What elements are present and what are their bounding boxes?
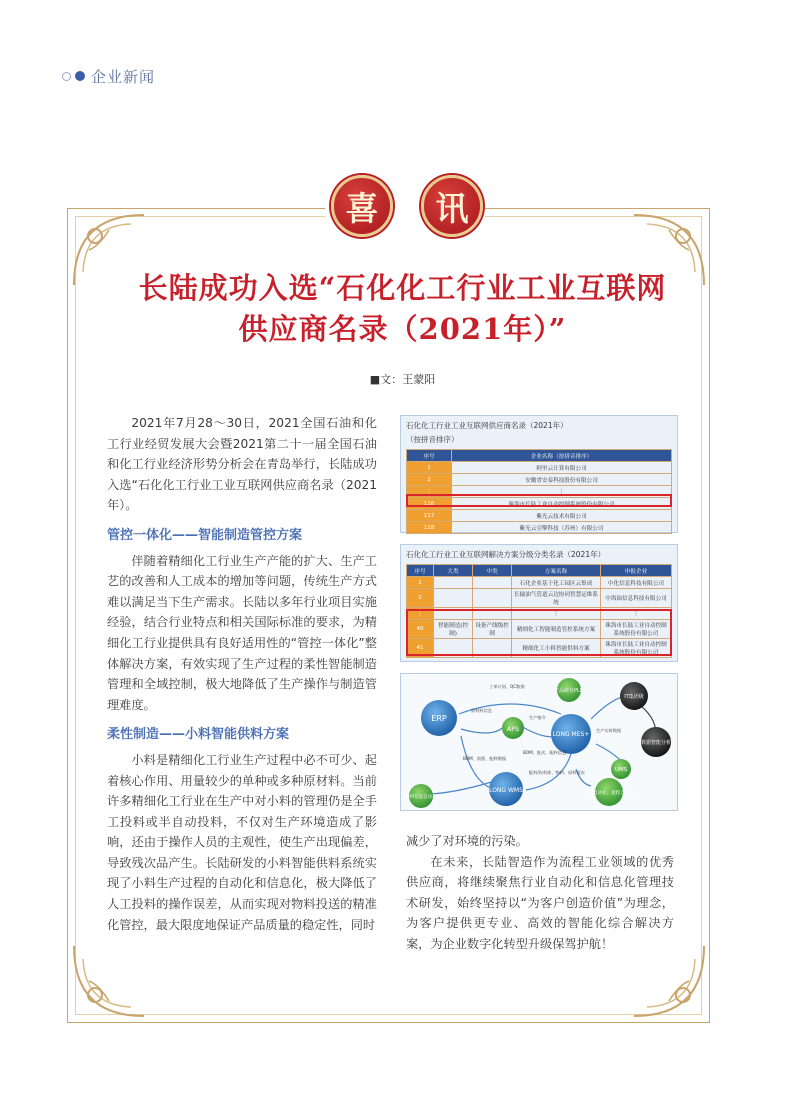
supplier-table <box>406 449 672 534</box>
table-cell: 阿里云计算有限公司 <box>452 462 672 474</box>
table-cell: 1 <box>407 577 434 589</box>
left-column <box>107 413 377 935</box>
table-row <box>407 589 672 608</box>
article-title-line1: 长陆成功入选“石化化工行业工业互联网 <box>138 271 667 305</box>
table-cell: 中化信息科技有限公司 <box>601 577 672 589</box>
solution-list-image <box>400 544 678 662</box>
wms-label: LONG WMS <box>489 787 523 794</box>
material-label: 物料信息自动化 <box>405 795 437 800</box>
table-cell: 精细化工智能制造管控系统方案 <box>512 620 601 639</box>
table-cell: 珠海市长陆工业自动控制系统股份有限公司 <box>452 498 672 510</box>
flow-label: 生产实时数据 <box>596 728 622 733</box>
table-cell <box>473 577 512 589</box>
group-label: IT集团级 <box>624 694 644 700</box>
highlight-box <box>406 494 672 507</box>
table-title: 石化化工行业工业互联网供应商名录（2021年） <box>406 421 568 430</box>
seal-char-1: 喜 <box>331 175 393 237</box>
table-cell: 长输油气管道云边协同智慧运维系统 <box>512 589 601 608</box>
paragraph: 伴随着精细化工行业生产产能的扩大、生产工艺的改善和人工成本的增加等问题，传统生产方式难以满足当下生产需求。长陆以多年行业项目实施经验，结合行业特点和相关国际标准的要求，为精细化工行业提供具有良好适用性的“管控一体化”整体解决方案，有效实现了生产过程的柔性智能制造管理和全域控制，极大地降低了生产操作与制造管理难度。 <box>107 553 377 712</box>
table-cell: 40 <box>407 620 434 639</box>
supplier-list-image <box>400 415 678 533</box>
erp-label: ERP <box>431 714 447 723</box>
seal-char-2: 讯 <box>421 175 483 237</box>
table-cell: ⋮ <box>601 608 672 620</box>
table-cell: 117 <box>407 510 452 522</box>
table-cell: 智能制造(控制) <box>434 620 473 639</box>
table-header: 申报企业 <box>601 565 672 577</box>
table-row <box>407 474 672 486</box>
flow-label: BOM、批次、配料信息 <box>523 750 567 755</box>
table-header: 序号 <box>407 450 452 462</box>
highlight-box <box>406 609 672 656</box>
byline: ■文：王蒙阳 <box>369 373 436 386</box>
system-diagram <box>401 674 677 810</box>
section-heading: 柔性制造——小料智能供料方案 <box>107 727 290 743</box>
section-label: 企业新闻 <box>91 67 156 86</box>
paragraph: 减少了对环境的污染。 <box>406 834 528 848</box>
dot-icon <box>75 71 85 81</box>
table-cell: 珠海市长陆工业自动控制系统股份有限公司 <box>601 639 672 658</box>
table-cell: ⋮ <box>407 608 434 620</box>
table-cell: 2 <box>407 474 452 486</box>
table-cell: 1 <box>407 462 452 474</box>
table-header: 序号 <box>407 565 434 577</box>
table-cell: 2 <box>407 589 434 608</box>
paragraph: 小料是精细化工行业生产过程中必不可少、起着核心作用、用量较少的单种或多种原材料。当前许多精细化工行业在生产中对小料的管理仍是全手工投料或半自动投料，不仅对生产环境造成了影响，还由于操作人员的主观性，使生产出现偏差，导致残次品产生。长陆研发的小料智能供料系统实现了小料生产过程的自动化和信息化，极大降低了人工投料的操作误差，从而实现对物料投送的精准化管控，最大限度地保证产品质量的稳定性，同时 <box>107 752 377 932</box>
table-row <box>407 522 672 534</box>
paragraph: 2021年7月28～30日，2021全国石油和化工行业经贸发展大会暨2021第二十一届全国石油和化工行业经济形势分析会在青岛举行，长陆成功入选“石化化工行业工业互联网供应商名录（2021年）。 <box>107 416 377 513</box>
table-cell: 紫光云技术有限公司 <box>452 510 672 522</box>
table-cell: ⋮ <box>512 608 601 620</box>
flow-label: 工单计划、QC数据 <box>489 684 525 689</box>
table-cell: 设备产线级控制 <box>473 620 512 639</box>
table-cell: 116 <box>407 498 452 510</box>
section-heading: 管控一体化——智能制造管控方案 <box>107 527 303 543</box>
ring-icon <box>62 72 71 81</box>
flow-label: 原材料信息 <box>471 708 492 713</box>
table-header: 中类 <box>473 565 512 577</box>
table-cell: 珠海市长陆工业自动控制系统股份有限公司 <box>601 620 672 639</box>
flow-label: BOM、流程、配料数据 <box>463 756 507 761</box>
table-cell: 安徽省安泰科技股份有限公司 <box>452 474 672 486</box>
table-cell <box>434 589 473 608</box>
good-news-banner <box>325 175 485 235</box>
table-header: 方案名称 <box>512 565 601 577</box>
table-cell: 石化企业基于化工园区云集成 <box>512 577 601 589</box>
production-label: 生产自动化、流程自动化 <box>584 791 634 796</box>
table-cell: 41 <box>407 639 434 658</box>
right-column <box>406 831 674 955</box>
table-cell <box>434 577 473 589</box>
flow-label: 生产指令 <box>529 715 546 720</box>
flow-label: 配料/投料准、物料、原料批次 <box>529 770 585 775</box>
table-cell: ⋮ <box>407 486 452 498</box>
plm-label: 产品研发PLM <box>553 688 585 694</box>
table-title: 石化化工行业工业互联网解决方案分级分类名录（2021年） <box>406 550 606 559</box>
table-row <box>407 510 672 522</box>
table-subtitle: （按拼音排序） <box>406 435 459 444</box>
bi-label: 数据智能分析 <box>640 740 672 746</box>
table-header: 大类 <box>434 565 473 577</box>
table-cell <box>473 589 512 608</box>
article-title-line2: 供应商名录（2021年）” <box>238 312 567 346</box>
corner-ornament-icon <box>69 941 149 1021</box>
ums-label: UMS <box>614 767 628 773</box>
table-cell: ⋮ <box>452 486 672 498</box>
table-cell: 118 <box>407 522 452 534</box>
table-row <box>407 462 672 474</box>
section-header <box>62 66 155 86</box>
table-header: 企业名称（按拼音排序） <box>452 450 672 462</box>
paragraph: 在未来，长陆智造作为流程工业领域的优秀供应商，将继续聚焦行业自动化和信息化管理技术研发，始终坚持以“为客户创造价值”为理念，为客户提供更专业、高效的智能化综合解决方案，为企业数字化转型升级保驾护航！ <box>406 854 674 951</box>
table-row <box>407 577 672 589</box>
table-cell: 精细化工小料智能供料方案 <box>512 639 601 658</box>
aps-label: APS <box>506 725 520 733</box>
table-cell: 紫光云引擎科技（苏州）有限公司 <box>452 522 672 534</box>
mes-label: LONG MES+ <box>552 731 590 738</box>
system-diagram-image <box>400 673 678 811</box>
table-cell: 中海油信息科技有限公司 <box>601 589 672 608</box>
